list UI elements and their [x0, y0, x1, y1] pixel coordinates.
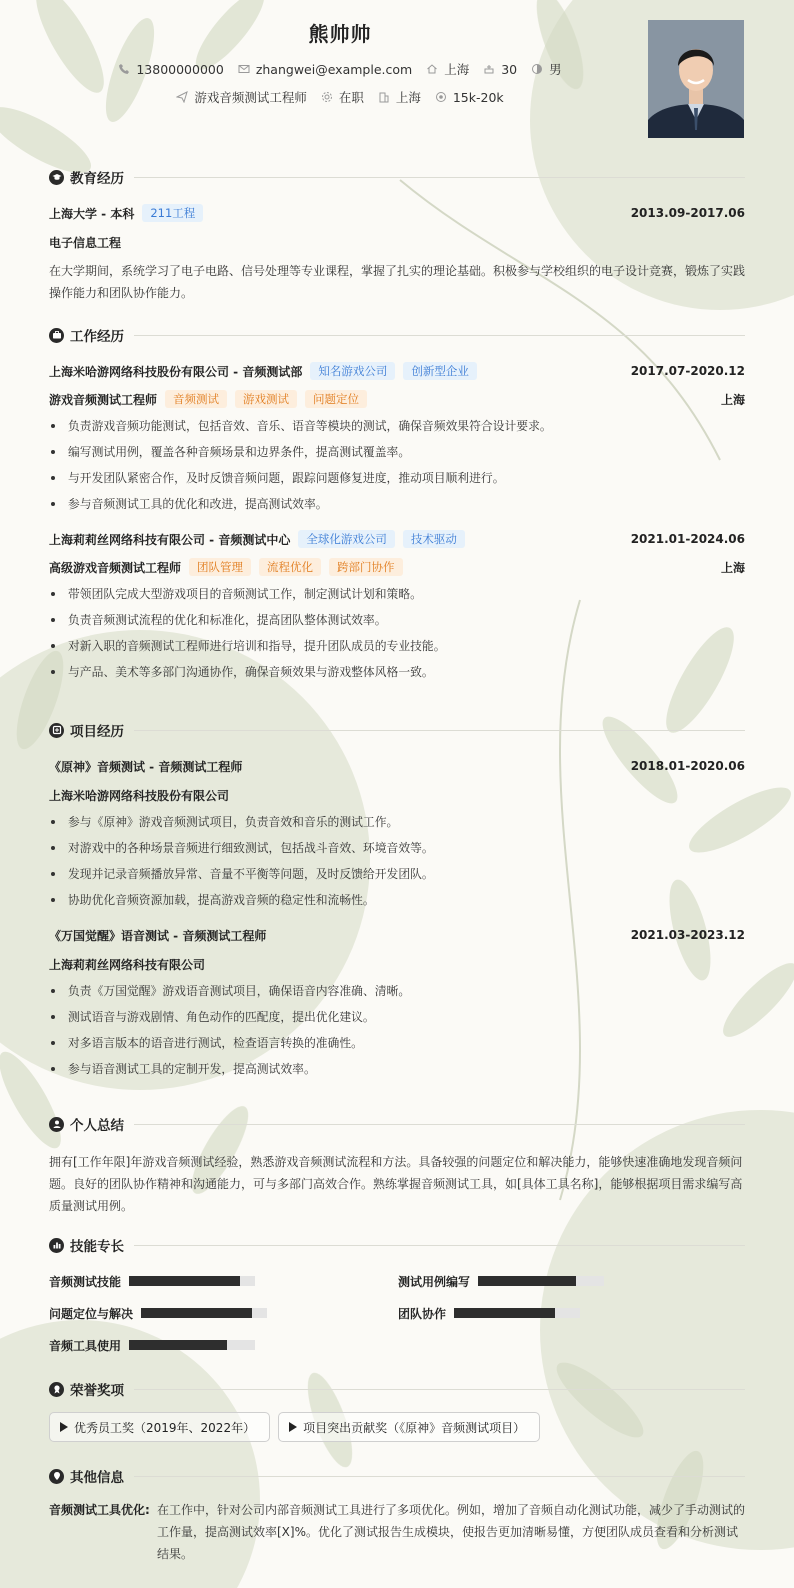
job-date: 2017.07-2020.12 [630, 364, 745, 378]
list-item: 对游戏中的各种场景音频进行细致测试，包括战斗音效、环境音效等。 [49, 835, 745, 861]
job-title-info [176, 88, 307, 106]
email-text: zhangwei@example.com [255, 61, 413, 77]
skill-bar-fill [478, 1276, 576, 1286]
job-company-row [49, 529, 745, 549]
skill-bar-fill [454, 1308, 555, 1318]
project-company: 上海米哈游网络科技股份有限公司 [49, 788, 230, 803]
job-position: 高级游戏音频测试工程师 [49, 560, 182, 575]
section-divider [134, 730, 745, 731]
skill-bar [454, 1308, 580, 1318]
job-bullets [49, 413, 745, 517]
gender-icon [531, 63, 543, 75]
project-date: 2021.03-2023.12 [630, 928, 745, 942]
city-info [378, 88, 421, 106]
skill-item [49, 1271, 255, 1291]
briefcase-icon [49, 328, 64, 343]
job-date: 2021.01-2024.06 [630, 532, 745, 546]
education-description: 在大学期间，系统学习了电子电路、信号处理等专业课程，掌握了扎实的理论基础。积极参与学校组织的电子设计竞赛，锻炼了实践操作能力和团队协作能力。 [49, 264, 746, 300]
company-tag: 知名游戏公司 [310, 362, 395, 380]
project-entry [49, 925, 745, 1082]
home-icon [426, 63, 438, 75]
position-tag: 流程优化 [259, 558, 321, 576]
project-name-row [49, 756, 745, 776]
coin-icon [435, 91, 447, 103]
project-date: 2018.01-2020.06 [630, 759, 745, 773]
mail-icon [238, 63, 250, 75]
pin-icon [49, 1469, 64, 1484]
job-title-text: 游戏音频测试工程师 [194, 90, 307, 105]
list-item: 测试语音与游戏剧情、角色动作的匹配度，提出优化建议。 [49, 1004, 745, 1030]
skill-label: 音频测试技能 [49, 1274, 122, 1289]
email-info [238, 60, 412, 78]
skill-bar [129, 1340, 255, 1350]
other-header [49, 1465, 745, 1487]
section-divider [134, 177, 745, 178]
skills-grid [49, 1256, 745, 1366]
list-item: 负责《万国觉醒》游戏语音测试项目，确保语音内容准确、清晰。 [49, 978, 745, 1004]
work-header [49, 324, 745, 346]
position-tag: 问题定位 [305, 390, 367, 408]
project-company: 上海莉莉丝网络科技有限公司 [49, 957, 206, 972]
other-section [49, 1465, 745, 1565]
list-item: 与产品、美术等多部门沟通协作，确保音频效果与游戏整体风格一致。 [49, 659, 745, 685]
age-info [483, 60, 517, 78]
section-title: 项目经历 [70, 724, 124, 740]
other-label: 音频测试工具优化: [49, 1503, 150, 1517]
project-company-row [49, 954, 745, 974]
summary-text: 拥有[工作年限]年游戏音频测试经验，熟悉游戏音频测试流程和方法。具备较强的问题定位和解决能力，能够快速准确地发现音频问题。良好的团队协作精神和沟通能力，可与多部门高效合作。熟练掌握音频测试工具，如[具体工具名称]，能够根据项目需求编写高质量测试用例。 [49, 1155, 743, 1213]
section-divider [134, 1124, 745, 1125]
list-item: 协助优化音频资源加载，提高游戏音频的稳定性和流畅性。 [49, 887, 745, 913]
section-title: 其他信息 [70, 1470, 124, 1486]
school-name: 上海大学 - 本科 [49, 206, 135, 221]
section-divider [134, 1245, 745, 1246]
project-icon [49, 723, 64, 738]
school-tag: 211工程 [142, 204, 203, 222]
skill-label: 音频工具使用 [49, 1338, 122, 1353]
projects-header [49, 719, 745, 741]
section-title: 荣誉奖项 [70, 1383, 124, 1399]
profile-photo [648, 20, 744, 138]
skill-bar [478, 1276, 604, 1286]
other-item [49, 1499, 745, 1565]
gear-icon [321, 91, 333, 103]
major: 电子信息工程 [49, 235, 122, 250]
job-location: 上海 [720, 560, 745, 575]
building-icon [378, 91, 390, 103]
job-position: 游戏音频测试工程师 [49, 392, 158, 407]
play-icon [60, 1422, 68, 1432]
honor-label: 优秀员工奖（2019年、2022年） [74, 1420, 256, 1435]
list-item: 参与《原神》游戏音频测试项目，负责音效和音乐的测试工作。 [49, 809, 745, 835]
phone-text: 13800000000 [136, 61, 224, 77]
section-title: 个人总结 [70, 1118, 124, 1134]
company-tag: 全球化游戏公司 [298, 530, 395, 548]
education-header [49, 166, 745, 188]
position-tag: 团队管理 [189, 558, 251, 576]
list-item: 负责游戏音频功能测试，包括音效、音乐、语音等模块的测试，确保音频效果符合设计要求。 [49, 413, 745, 439]
list-item: 编写测试用例，覆盖各种音频场景和边界条件，提高测试覆盖率。 [49, 439, 745, 465]
send-icon [176, 91, 188, 103]
skill-bar [141, 1308, 267, 1318]
skill-label: 问题定位与解决 [49, 1306, 134, 1321]
skill-label: 团队协作 [398, 1306, 447, 1321]
section-divider [134, 1389, 745, 1390]
job-location: 上海 [720, 392, 745, 407]
honors-section [49, 1378, 745, 1442]
skills-section [49, 1234, 745, 1366]
skill-bar-fill [129, 1340, 227, 1350]
contact-row [0, 60, 680, 78]
education-row [49, 203, 745, 223]
project-name: 《万国觉醒》语音测试 - 音频测试工程师 [49, 928, 267, 943]
gender-info [531, 60, 562, 78]
section-divider [134, 1476, 745, 1477]
company-tag: 创新型企业 [403, 362, 477, 380]
job-company-row [49, 361, 745, 381]
list-item: 负责音频测试流程的优化和标准化，提高团队整体测试效率。 [49, 607, 745, 633]
project-entry [49, 756, 745, 913]
skill-bar-fill [141, 1308, 252, 1318]
honors-list [49, 1412, 745, 1442]
age-text: 30 [501, 61, 518, 77]
section-title: 工作经历 [70, 329, 124, 345]
user-icon [49, 1117, 64, 1132]
honor-chip[interactable] [49, 1412, 270, 1442]
job-bullets [49, 581, 745, 685]
skill-item [398, 1271, 604, 1291]
other-text: 在工作中，针对公司内部音频测试工具进行了多项优化。例如，增加了音频自动化测试功能，减少了手动测试的工作量，提高测试效率[X]%。优化了测试报告生成模块，使报告更加清晰易懂，方便团队成员查看和分析测试结果。 [157, 1503, 746, 1561]
company-tag: 技术驱动 [403, 530, 465, 548]
honor-chip[interactable] [278, 1412, 540, 1442]
skill-item [49, 1335, 255, 1355]
job-row [0, 88, 680, 106]
list-item: 参与音频测试工具的优化和改进，提高测试效率。 [49, 491, 745, 517]
graduation-cap-icon [49, 170, 64, 185]
position-tag: 跨部门协作 [329, 558, 403, 576]
list-item: 带领团队完成大型游戏项目的音频测试工作，制定测试计划和策略。 [49, 581, 745, 607]
summary-section [49, 1113, 745, 1217]
award-icon [49, 1382, 64, 1397]
location-info [426, 60, 469, 78]
bar-chart-icon [49, 1238, 64, 1253]
job-entry [49, 529, 745, 685]
list-item: 发现并记录音频播放异常、音量不平衡等问题，及时反馈给开发团队。 [49, 861, 745, 887]
list-item: 参与语音测试工具的定制开发，提高测试效率。 [49, 1056, 745, 1082]
location-text: 上海 [444, 62, 470, 77]
section-title: 教育经历 [70, 171, 124, 187]
job-position-row [49, 557, 745, 577]
education-section [49, 166, 745, 304]
honor-label: 项目突出贡献奖（《原神》音频测试项目） [303, 1420, 526, 1435]
status-text: 在职 [338, 90, 364, 105]
list-item: 对新入职的音频测试工程师进行培训和指导，提升团队成员的专业技能。 [49, 633, 745, 659]
status-info [321, 88, 364, 106]
position-tag: 音频测试 [165, 390, 227, 408]
candidate-name: 熊帅帅 [308, 22, 372, 46]
project-company-row [49, 785, 745, 805]
education-date: 2013.09-2017.06 [630, 206, 745, 220]
skill-bar-fill [129, 1276, 240, 1286]
projects-section [49, 719, 745, 1082]
job-entry [49, 361, 745, 517]
phone-info [118, 60, 223, 78]
skill-bar [129, 1276, 255, 1286]
project-bullets [49, 809, 745, 913]
city-text: 上海 [395, 90, 421, 105]
project-name-row [49, 925, 745, 945]
skill-item [49, 1303, 267, 1323]
section-title: 技能专长 [70, 1239, 124, 1255]
honors-header [49, 1378, 745, 1400]
work-section [49, 324, 745, 685]
cake-icon [483, 63, 495, 75]
skill-label: 测试用例编写 [398, 1274, 471, 1289]
position-tag: 游戏测试 [235, 390, 297, 408]
project-name: 《原神》音频测试 - 音频测试工程师 [49, 759, 243, 774]
list-item: 与开发团队紧密合作，及时反馈音频问题，跟踪问题修复进度，推动项目顺利进行。 [49, 465, 745, 491]
gender-text: 男 [549, 62, 562, 77]
job-company: 上海莉莉丝网络科技有限公司 - 音频测试中心 [49, 532, 291, 547]
salary-info [435, 88, 504, 106]
major-row [49, 232, 745, 252]
play-icon [289, 1422, 297, 1432]
phone-icon [118, 63, 130, 75]
job-company: 上海米哈游网络科技股份有限公司 - 音频测试部 [49, 364, 303, 379]
list-item: 对多语言版本的语音进行测试，检查语言转换的准确性。 [49, 1030, 745, 1056]
salary-text: 15k-20k [452, 89, 504, 105]
skills-header [49, 1234, 745, 1256]
skill-item [398, 1303, 580, 1323]
summary-header [49, 1113, 745, 1135]
section-divider [134, 335, 745, 336]
project-bullets [49, 978, 745, 1082]
job-position-row [49, 389, 745, 409]
